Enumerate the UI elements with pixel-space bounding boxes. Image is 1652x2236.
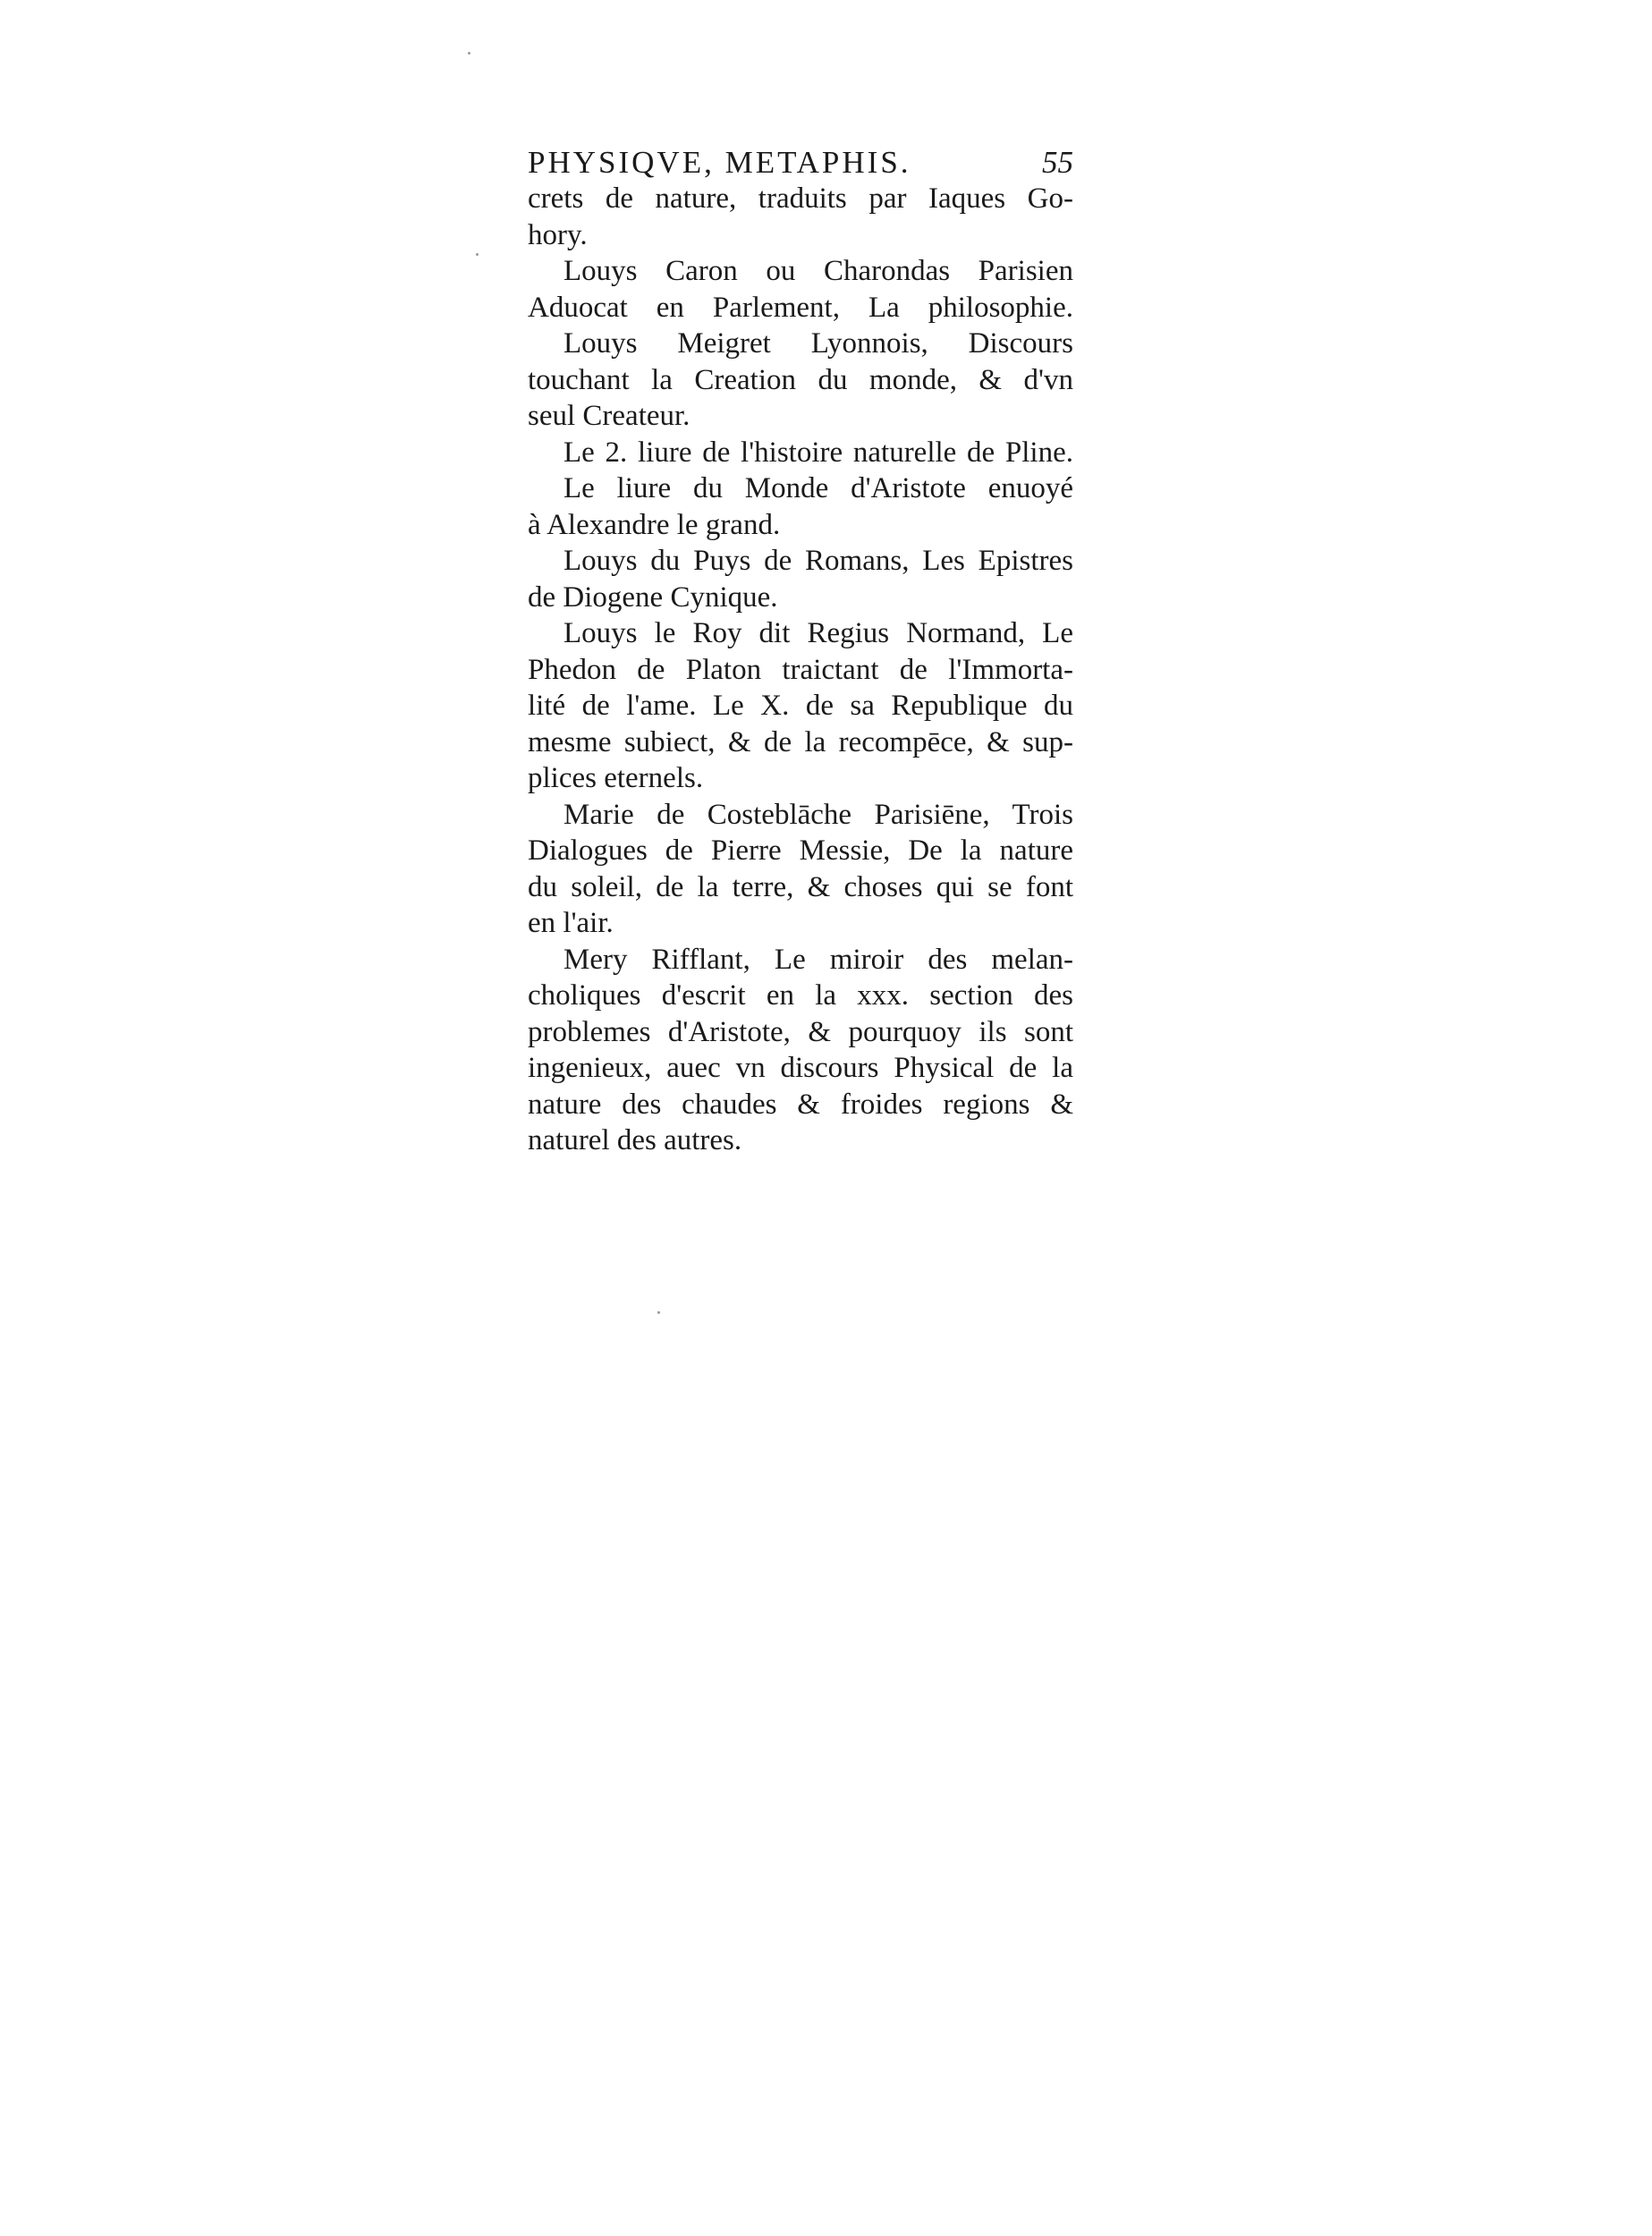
- text-line: choliques d'escrit en la xxx. section des: [528, 979, 1073, 1012]
- running-head-title: PHYSIQVE, METAPHIS.: [528, 145, 911, 180]
- text-line: du soleil, de la terre, & choses qui se font: [528, 870, 1073, 903]
- text-line: touchant la Creation du monde, & d'vn: [528, 363, 1073, 396]
- text-line: en l'air.: [528, 907, 614, 939]
- running-head: [528, 145, 1073, 181]
- scan-speck: [657, 1311, 660, 1314]
- text-line: crets de nature, traduits par Iaques Go-: [528, 182, 1073, 215]
- scan-speck: [476, 253, 479, 256]
- text-line: lité de l'ame. Le X. de sa Republique du: [528, 690, 1073, 722]
- text-line: Dialogues de Pierre Messie, De la nature: [528, 834, 1073, 867]
- text-line: Mery Rifflant, Le miroir des melan-: [563, 943, 1073, 976]
- text-line: Le liure du Monde d'Aristote enuoyé: [563, 472, 1073, 504]
- text-line: seul Createur.: [528, 400, 690, 432]
- text-line: hory.: [528, 218, 588, 251]
- page-number: 55: [1042, 145, 1073, 180]
- text-line: problemes d'Aristote, & pourquoy ils sont: [528, 1015, 1073, 1048]
- text-line: mesme subiect, & de la recompēce, & sup-: [528, 725, 1073, 758]
- text-line: plices eternels.: [528, 762, 704, 794]
- text-line: à Alexandre le grand.: [528, 508, 781, 541]
- text-line: naturel des autres.: [528, 1124, 742, 1156]
- text-line: Louys du Puys de Romans, Les Epistres: [563, 545, 1073, 577]
- text-line: de Diogene Cynique.: [528, 580, 778, 614]
- text-line: Louys le Roy dit Regius Normand, Le: [563, 617, 1073, 649]
- page-text-block: [528, 145, 1073, 1159]
- text-line: Phedon de Platon traictant de l'Immorta-: [528, 653, 1073, 686]
- body-text: [528, 181, 1073, 1159]
- text-line: Louys Meigret Lyonnois, Discours: [563, 327, 1073, 360]
- text-line: ingenieux, auec vn discours Physical de la: [528, 1052, 1073, 1084]
- text-line: Aduocat en Parlement, La philosophie.: [528, 291, 1073, 324]
- scan-speck: [468, 52, 470, 55]
- text-line: nature des chaudes & froides regions &: [528, 1088, 1073, 1121]
- text-line: Le 2. liure de l'histoire naturelle de Pline.: [563, 436, 1073, 469]
- text-line: Marie de Costeblāche Parisiēne, Trois: [563, 798, 1073, 831]
- text-line: Louys Caron ou Charondas Parisien: [563, 255, 1073, 287]
